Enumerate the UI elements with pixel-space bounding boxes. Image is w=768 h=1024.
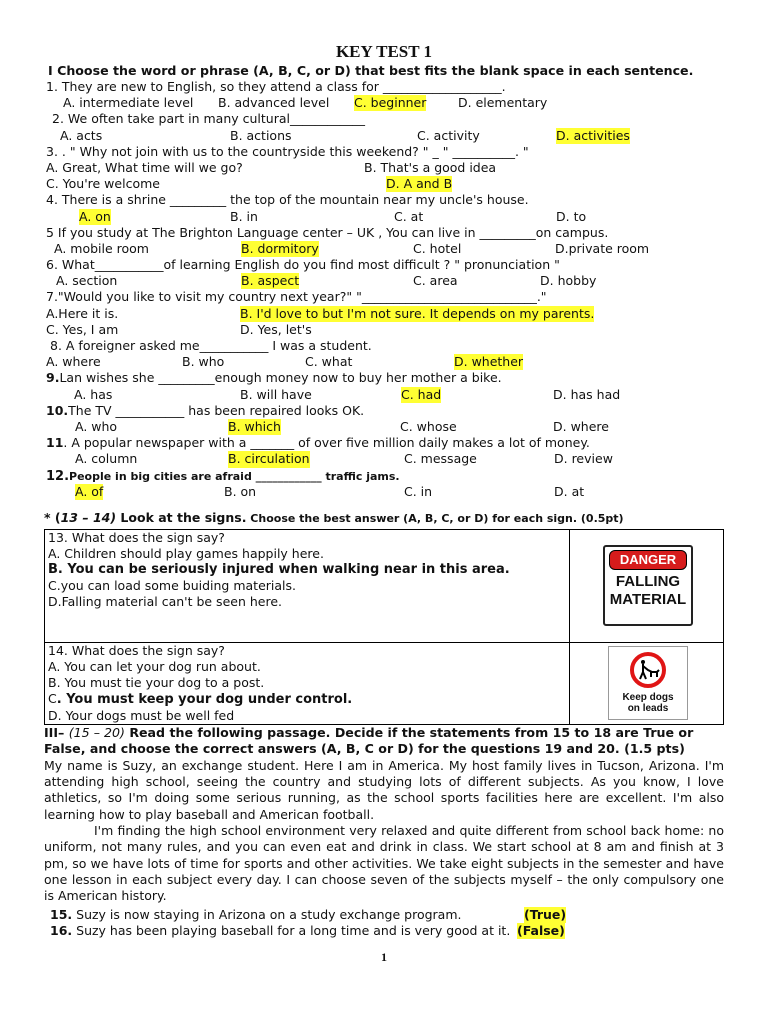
- question-stem: 2. We often take part in many cultural____________: [52, 111, 365, 127]
- question-1: [44, 79, 724, 95]
- option-d-answer: D. A and B: [386, 176, 453, 192]
- option-b-answer: B. circulation: [228, 451, 310, 467]
- question-stem: [46, 468, 400, 485]
- question-16: [44, 923, 724, 939]
- option-c: C. whose: [400, 418, 457, 434]
- option-c: C.you can load some buiding materials.: [48, 577, 296, 593]
- section2-heading: [44, 510, 724, 527]
- question-stem: [50, 923, 510, 939]
- option-b: B. will have: [240, 386, 312, 402]
- page-title: KEY TEST 1: [335, 42, 433, 61]
- question-text: The TV ___________ has been repaired looks OK.: [68, 402, 365, 418]
- question-7-options-ab: [44, 306, 724, 322]
- question-4: [44, 192, 724, 208]
- answer-false: (False): [517, 922, 565, 938]
- question-stem: 3. . " Why not join with us to the countryside this weekend? " _ " __________. ": [46, 143, 529, 159]
- sign-text-on-leads: on leads: [627, 703, 669, 715]
- option-b: B. in: [230, 208, 258, 224]
- question-number: 15.: [50, 906, 73, 922]
- section2-subtitle: Choose the best answer (A, B, C, or D) for each sign. (0.5pt): [246, 511, 624, 525]
- question-stem: 8. A foreigner asked me___________ I was a student.: [50, 338, 372, 353]
- question-3-options-cd: [44, 176, 724, 192]
- option-c: C. in: [404, 483, 433, 499]
- option-d: D.private room: [555, 240, 650, 256]
- option-a: A. has: [74, 386, 113, 402]
- option-b-answer: B. which: [228, 418, 281, 434]
- dog-sign-cell: [570, 642, 724, 724]
- option-a: A. where: [46, 354, 101, 370]
- option-c: C. message: [404, 451, 477, 467]
- question-text: . A popular newspaper with a _______ of over five million daily makes a lot of money.: [63, 435, 590, 451]
- option-d: D. at: [554, 483, 585, 499]
- sign-text-falling: FALLING: [615, 573, 681, 591]
- option-a: A.Here it is.: [46, 305, 119, 321]
- danger-sign-cell: [570, 529, 724, 642]
- question-stem: 6. What___________of learning English do you find most difficult ? " pronunciation ": [46, 257, 560, 273]
- option-d: D. has had: [553, 386, 621, 402]
- section1-instruction: I Choose the word or phrase (A, B, C, or D) that best fits the blank space in each sentence.: [48, 63, 694, 78]
- option-a: A. Children should play games happily here.: [48, 545, 324, 561]
- option-a: A. column: [75, 451, 138, 467]
- question-3: [44, 144, 724, 160]
- option-a: A. who: [75, 418, 118, 434]
- page-number: 1: [381, 950, 387, 964]
- question-6: [44, 257, 724, 273]
- option-b: B. who: [182, 354, 225, 370]
- option-d-answer: D. whether: [454, 354, 524, 370]
- option-c: C. Yes, I am: [46, 321, 119, 337]
- option-b: B. advanced level: [218, 95, 330, 111]
- dog-sign: [608, 646, 688, 720]
- question-stem: 13. What does the sign say?: [48, 529, 225, 545]
- question-text: Suzy has been playing baseball for a long time and is very good at it.: [72, 922, 511, 938]
- question-5: [44, 225, 724, 241]
- option-d: D.Falling material can't be seen here.: [48, 593, 282, 609]
- sign-row-13: [45, 529, 724, 642]
- question-5-options: [44, 241, 724, 257]
- option-c: C. activity: [417, 127, 480, 143]
- option-a: A. You can let your dog run about.: [48, 658, 261, 674]
- question-2-options: [44, 128, 724, 144]
- question-12-options: [44, 484, 724, 500]
- question-number: 12.: [46, 468, 70, 484]
- sign-text-material: MATERIAL: [609, 591, 687, 609]
- sign-row-14: [45, 642, 724, 724]
- question-stem: 14. What does the sign say?: [48, 642, 225, 658]
- question-stem: [50, 907, 462, 923]
- question-text: Lan wishes she _________enough money now to buy her mother a bike.: [59, 370, 502, 386]
- question-9: [44, 370, 724, 386]
- question-15: [44, 907, 724, 923]
- option-b-answer: B. aspect: [241, 273, 300, 289]
- question-11-options: [44, 451, 724, 467]
- question-12: [44, 468, 724, 484]
- question-8-options: [44, 354, 724, 370]
- option-c-answer: [48, 691, 569, 708]
- question-9-options: [44, 387, 724, 403]
- option-c-text: . You must keep your dog under control.: [56, 691, 353, 707]
- question-stem: 1. They are new to English, so they attend a class for ___________________.: [46, 79, 506, 94]
- option-c-answer: C. had: [401, 386, 442, 402]
- question-10: [44, 403, 724, 419]
- option-c: C. hotel: [413, 240, 462, 256]
- option-a: A. Great, What time will we go?: [46, 159, 243, 175]
- question-6-options: [44, 273, 724, 289]
- option-c: C. at: [394, 208, 424, 224]
- option-b: B. You must tie your dog to a post.: [48, 674, 265, 690]
- option-d: D. review: [554, 451, 613, 467]
- question-stem: [46, 435, 590, 451]
- question-8: [44, 338, 724, 354]
- option-b-answer: B. You can be seriously injured when walking near in this area.: [48, 561, 510, 577]
- option-c: C. area: [413, 273, 458, 289]
- option-a: A. acts: [60, 127, 103, 143]
- section2-range: 13 – 14): [60, 509, 117, 525]
- question-3-options-ab: [44, 160, 724, 176]
- question-stem: 5 If you study at The Brighton Language center – UK , You can live in _________on campus.: [46, 224, 609, 240]
- question-4-options: [44, 209, 724, 225]
- option-d: D. Your dogs must be well fed: [48, 707, 235, 723]
- signs-table: [44, 529, 724, 725]
- question-10-options: [44, 419, 724, 435]
- option-a: A. section: [56, 273, 118, 289]
- question-number: 16.: [50, 922, 73, 938]
- passage-paragraph-1: My name is Suzy, an exchange student. Here I am in America. My host family lives in Tucson, Arizona. I'm attending high school, seeing the country and studying lots of different subjects. As you know, I love athletics, so I'm doing some serious running, as the school sports facilities here are excellent. I'm also learning how to play baseball and American football.: [44, 757, 724, 822]
- option-a-answer: A. of: [75, 483, 104, 499]
- question-stem: [46, 403, 364, 419]
- worksheet-page: [44, 42, 724, 939]
- question-2: [44, 111, 724, 127]
- danger-label: DANGER: [609, 550, 687, 570]
- option-c: C. You're welcome: [46, 176, 160, 192]
- option-b: B. That's a good idea: [364, 159, 497, 175]
- section3-instruction: [44, 725, 724, 758]
- question-11: [44, 435, 724, 451]
- option-d: D. where: [553, 418, 609, 434]
- question-text: Suzy is now staying in Arizona on a study exchange program.: [72, 906, 462, 922]
- question-stem: [46, 370, 502, 386]
- sign-text-keep-dogs: Keep dogs: [622, 692, 674, 704]
- question-number: 10.: [46, 402, 69, 418]
- question-text: People in big cities are afraid ____________ traffic jams.: [69, 469, 400, 483]
- section3-prefix: III–: [44, 724, 69, 740]
- option-b-answer: B. dormitory: [241, 240, 319, 256]
- option-d: D. elementary: [458, 95, 548, 111]
- question-1-options: [44, 95, 724, 111]
- passage-paragraph-2: I'm finding the high school environment very relaxed and quite different from school back home: no uniform, not many rules, and you can even eat and drink in class. We start school at 8 am and finish at 3 pm, so we have lots of time for sports and other activities. We take eight subjects in the semester and have one lesson in each subject every day. I can choose seven of the subjects myself – the only compulsory one is American history.: [44, 823, 724, 904]
- section2-star: * (: [44, 509, 61, 525]
- option-d: D. Yes, let's: [240, 321, 312, 337]
- answer-true: (True): [524, 906, 567, 922]
- option-d: D. hobby: [540, 273, 597, 289]
- question-number: 9.: [46, 370, 60, 386]
- dog-walker-icon: [628, 651, 668, 689]
- question-14-cell: [45, 642, 570, 724]
- option-d-answer: D. activities: [556, 127, 630, 143]
- option-b-answer: B. I'd love to but I'm not sure. It depends on my parents.: [240, 305, 595, 321]
- question-number: 11: [46, 435, 64, 451]
- section2-title: Look at the signs.: [116, 509, 247, 525]
- option-d: D. to: [556, 208, 587, 224]
- question-7: [44, 289, 724, 305]
- question-stem: 4. There is a shrine _________ the top of the mountain near my uncle's house.: [46, 192, 529, 208]
- option-b: B. on: [224, 483, 257, 499]
- danger-sign: [603, 545, 693, 626]
- option-a: A. mobile room: [54, 240, 149, 256]
- section3-text: Read the following passage. Decide if the statements from 15 to 18 are True or False, and choose the correct answers (A, B, C or D) for the questions 19 and 20. (1.5 pts): [44, 724, 694, 757]
- question-stem: 7."Would you like to visit my country next year?" "____________________________.": [46, 289, 547, 305]
- section3-range: (15 – 20): [68, 724, 125, 740]
- question-7-options-cd: [44, 322, 724, 338]
- option-a: A. intermediate level: [63, 95, 194, 111]
- option-c-letter: C: [48, 690, 57, 706]
- option-c-answer: C. beginner: [354, 95, 427, 111]
- option-c: C. what: [305, 354, 353, 370]
- option-a-answer: A. on: [79, 208, 111, 224]
- option-b: B. actions: [230, 127, 292, 143]
- question-13-cell: [45, 529, 570, 642]
